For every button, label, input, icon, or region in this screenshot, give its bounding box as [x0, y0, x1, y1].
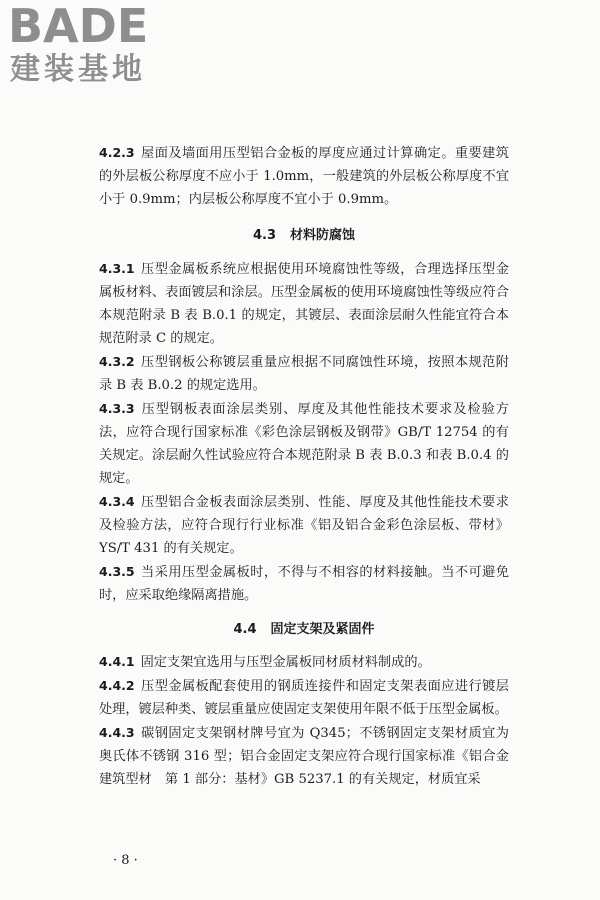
- bade-logo: [8, 2, 208, 88]
- clause-4-3-5: [99, 560, 509, 607]
- clause-text: 屋面及墙面用压型铝合金板的厚度应通过计算确定。重要建筑的外层板公称厚度不应小于 1.0mm，一般建筑的外层板公称厚度不宜小于 0.9mm；内层板公称厚度不宜小于 0.9mm。: [99, 146, 509, 207]
- clause-number: 4.4.3: [99, 725, 135, 740]
- logo-chinese-name: 建装基地: [10, 52, 146, 87]
- section-title: 固定支架及紧固件: [270, 622, 375, 637]
- clause-4-3-2: [99, 350, 509, 397]
- section-number: 4.3: [252, 228, 276, 243]
- clause-4-3-4: [99, 490, 509, 560]
- clause-number: 4.3.2: [99, 354, 135, 369]
- clause-number: 4.3.3: [99, 401, 135, 416]
- section-title: 材料防腐蚀: [290, 228, 356, 243]
- clause-number: 4.3.1: [99, 261, 135, 276]
- section-number: 4.4: [233, 622, 257, 637]
- clause-4-4-3: [99, 721, 509, 791]
- clause-4-4-2: [99, 674, 509, 721]
- clause-text: 压型金属板系统应根据使用环境腐蚀性等级，合理选择压型金属板材料、表面镀层和涂层。压型金属板的使用环境腐蚀性等级应符合本规范附录 B 表 B.0.1 的规定，其镀层、表面涂层耐久性能宜符合本规范附录 C 的规定。: [99, 262, 509, 346]
- clause-text: 固定支架宜选用与压型金属板同材质材料制成的。: [140, 655, 431, 670]
- clause-4-3-3: [99, 397, 509, 490]
- clause-text: 压型铝合金板表面涂层类别、性能、厚度及其他性能技术要求及检验方法，应符合现行行业标准《铝及铝合金彩色涂层板、带材》YS/T 431 的有关规定。: [99, 495, 509, 556]
- section-heading-4-3: [99, 224, 509, 247]
- clause-4-4-1: [99, 650, 509, 674]
- clause-text: 当采用压型金属板时，不得与不相容的材料接触。当不可避免时，应采取绝缘隔离措施。: [99, 565, 509, 603]
- clause-text: 碳钢固定支架钢材牌号宜为 Q345；不锈钢固定支架材质宜为奥氏体不锈钢 316 型；铝合金固定支架应符合现行国家标准《铝合金建筑型材 第 1 部分：基材》GB 5237.1 的有关规定，材质宜采: [99, 726, 509, 787]
- clause-number: 4.2.3: [99, 145, 135, 160]
- clause-number: 4.3.4: [99, 494, 135, 509]
- document-body: [99, 141, 509, 791]
- clause-text: 压型钢板表面涂层类别、厚度及其他性能技术要求及检验方法，应符合现行国家标准《彩色涂层钢板及钢带》GB/T 12754 的有关规定。涂层耐久性试验应符合本规范附录 B 表 B.0.3 和表 B.0.4 的规定。: [99, 402, 509, 486]
- page-number: · 8 ·: [113, 853, 138, 868]
- clause-number: 4.4.2: [99, 678, 135, 693]
- clause-number: 4.3.5: [99, 564, 135, 579]
- logo-wordmark: BADE: [8, 0, 149, 53]
- clause-4-3-1: [99, 257, 509, 350]
- clause-text: 压型金属板配套使用的钢质连接件和固定支架表面应进行镀层处理，镀层种类、镀层重量应使固定支架使用年限不低于压型金属板。: [99, 679, 509, 717]
- clause-4-2-3: [99, 141, 509, 211]
- clause-text: 压型钢板公称镀层重量应根据不同腐蚀性环境，按照本规范附录 B 表 B.0.2 的规定选用。: [99, 355, 509, 393]
- section-heading-4-4: [99, 618, 509, 641]
- clause-number: 4.4.1: [99, 654, 135, 669]
